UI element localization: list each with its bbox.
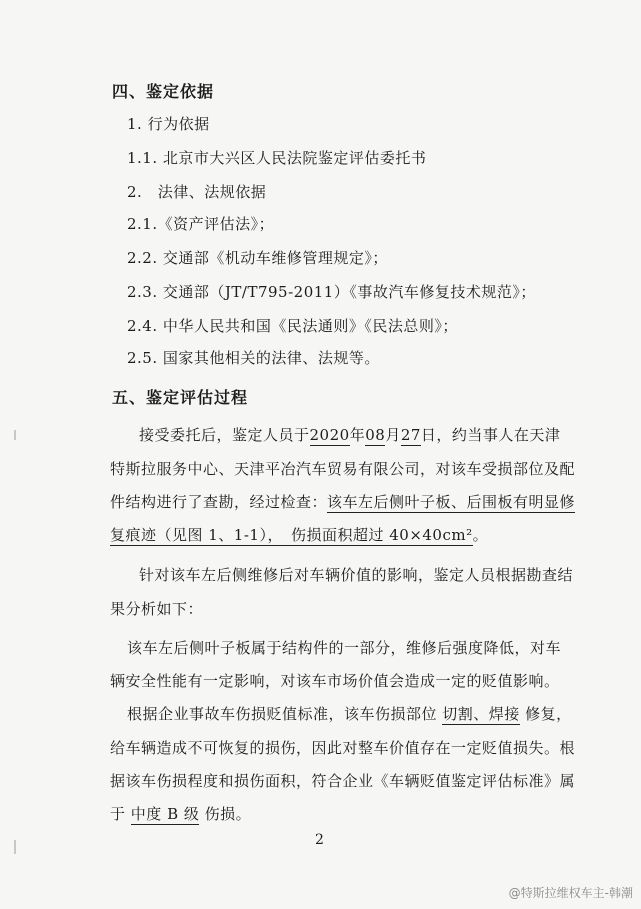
underlined-finding: 该车左后侧叶子板、后围板有明显修: [327, 493, 576, 511]
paragraph-4-line-4: [110, 804, 251, 824]
paragraph-4-line-1: [127, 704, 572, 724]
basis-item-2-1: 2.1.《资产评估法》；: [127, 215, 275, 233]
basis-item-2: 2. 法律、法规依据: [127, 183, 267, 201]
scan-edge-mark: [14, 840, 16, 854]
underlined-finding: 复痕迹（见图 1、1-1）， 伤损面积超过 40×40cm²: [110, 526, 473, 544]
basis-item-2-2: 2.2. 交通部《机动车维修管理规定》；: [127, 249, 388, 267]
text: 。: [472, 526, 489, 544]
paragraph-1-line-1: [139, 425, 560, 445]
paragraph-1-line-2: 特斯拉服务中心、天津平冶汽车贸易有限公司，对该车受损部位及配: [110, 460, 576, 478]
date-year: 2020: [309, 426, 350, 444]
scan-edge-mark: [14, 430, 16, 440]
text: 修复，: [525, 705, 572, 723]
paragraph-4-line-2: 给车辆造成不可恢复的损伤，因此对整车价值存在一定贬值损失。根: [110, 739, 576, 757]
text: 接受委托后，鉴定人员于: [139, 426, 310, 444]
text: 于: [110, 805, 126, 823]
paragraph-1-line-3: [110, 492, 575, 512]
paragraph-4-line-3: 据该车伤损程度和损伤面积，符合企业《车辆贬值鉴定评估标准》属: [110, 772, 576, 790]
text: 日，约当事人在天津: [420, 426, 561, 444]
paragraph-2-line-1: 针对该车左后侧维修后对车辆价值的影响，鉴定人员根据勘查结: [139, 566, 574, 584]
basis-item-1: 1. 行为依据: [127, 115, 210, 133]
date-day: 27: [400, 426, 421, 444]
text: 件结构进行了查勘，经过检查：: [110, 493, 328, 511]
repair-method: 切割、焊接: [442, 705, 520, 723]
paragraph-1-line-4: [110, 525, 488, 545]
section-heading-basis: 四、鉴定依据: [112, 82, 215, 101]
text: 伤损。: [204, 805, 252, 823]
basis-item-2-3: 2.3. 交通部（JT/T795-2011）《事故汽车修复技术规范》；: [127, 283, 536, 301]
text: 根据企业事故车伤损贬值标准，该车伤损部位: [127, 705, 438, 723]
text: 月: [385, 426, 401, 444]
basis-item-2-4: 2.4. 中华人民共和国《民法通则》《民法总则》；: [127, 317, 458, 335]
paragraph-3-line-2: 辆安全性能有一定影响，对该车市场价值会造成一定的贬值影响。: [110, 672, 560, 690]
damage-grade: 中度 B 级: [130, 805, 200, 823]
paragraph-2-line-2: 果分析如下：: [110, 600, 204, 618]
date-month: 08: [365, 426, 386, 444]
basis-item-2-5: 2.5. 国家其他相关的法律、法规等。: [127, 349, 380, 367]
basis-item-1-1: 1.1. 北京市大兴区人民法院鉴定评估委托书: [127, 149, 427, 167]
paragraph-3-line-1: 该车左后侧叶子板属于结构件的一部分，维修后强度降低，对车: [127, 639, 562, 657]
page-number: 2: [315, 832, 324, 848]
watermark: @特斯拉维权车主-韩潮: [508, 886, 633, 900]
section-heading-process: 五、鉴定评估过程: [112, 388, 249, 407]
text: 年: [349, 426, 366, 444]
